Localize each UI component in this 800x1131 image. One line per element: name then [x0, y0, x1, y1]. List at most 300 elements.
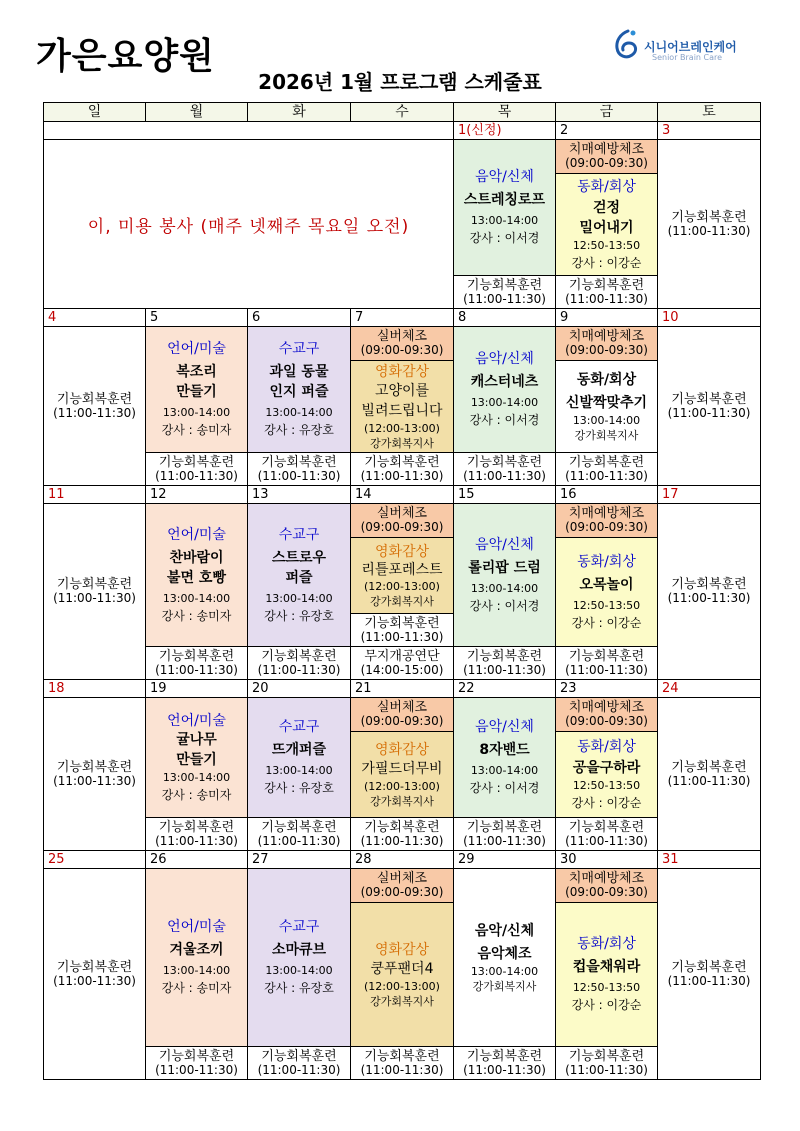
rehab-time: (11:00-11:30)	[667, 223, 751, 238]
instructor: 강사 : 유장호	[264, 423, 334, 437]
day-23-cell	[556, 698, 658, 851]
day-23-rehab-block	[556, 817, 657, 850]
program-place: 강가회복지사	[370, 994, 434, 1008]
program-name-line1: 스트로우	[271, 549, 327, 566]
program-name-line1: 찬바람이	[169, 549, 224, 566]
day-20-cell	[248, 698, 351, 851]
program-time: 12:50-13:50	[572, 238, 641, 252]
program-name: 쿵푸팬더4	[370, 960, 434, 977]
week4-date-row	[44, 680, 761, 698]
category-label: 언어/미술	[167, 712, 226, 729]
day-23-memory-block	[556, 731, 657, 817]
day-5-cell	[146, 327, 248, 486]
day-7-cell	[351, 327, 454, 486]
day-18-cell	[44, 698, 146, 851]
program-name-line2: 밀어내기	[579, 219, 634, 236]
rehab-time: (11:00-11:30)	[667, 973, 751, 988]
day-26-cell	[146, 869, 248, 1080]
program-name: 오목놀이	[579, 576, 634, 593]
rehab-time: (11:00-11:30)	[155, 662, 238, 677]
week1-empty-dates	[44, 122, 454, 140]
day-20-rehab-block	[248, 817, 350, 850]
program-name-line1: 고양이를	[374, 382, 430, 399]
rehab-time: (11:00-11:30)	[667, 591, 751, 605]
rehab-time: (11:00-11:30)	[53, 973, 136, 988]
day-13-craft-block	[248, 504, 350, 646]
program-name-line1: 복조리	[176, 364, 217, 380]
category-label: 언어/미술	[167, 341, 226, 357]
category-label: 동화/회상	[577, 178, 636, 195]
instructor: 강사 : 이서경	[469, 231, 540, 245]
instructor: 강사 : 유장호	[264, 608, 334, 623]
day-4-cell	[44, 327, 146, 486]
day-15-music-block	[454, 504, 555, 646]
exercise-label: 치매예방체조	[568, 871, 645, 886]
program-name-line2: 퍼즐	[285, 569, 313, 586]
rehab-time: (11:00-11:30)	[565, 291, 648, 306]
rehab-time: (11:00-11:30)	[360, 833, 444, 848]
day-16-cell	[556, 504, 658, 680]
day-27-rehab-block	[248, 1046, 350, 1079]
rehab-time: (11:00-11:30)	[360, 1062, 444, 1077]
date-30: 30	[556, 851, 658, 869]
day-6-cell	[248, 327, 351, 486]
day-13-rehab-block	[248, 646, 350, 679]
day-1-rehab-block	[454, 275, 555, 308]
rehab-label: 기능회복훈련	[56, 759, 133, 775]
day-28-rehab-block	[351, 1046, 453, 1079]
rehab-time: (11:00-11:30)	[155, 1062, 238, 1077]
program-time: 13:00-14:00	[162, 770, 231, 784]
weekday-wed: 수	[351, 103, 454, 122]
rehab-label: 기능회복훈련	[364, 615, 440, 631]
rehab-time: (11:00-11:30)	[565, 1062, 648, 1077]
program-place: 강가회복지사	[472, 979, 537, 993]
category-label: 영화감상	[374, 941, 430, 958]
date-22: 22	[454, 680, 556, 698]
date-13: 13	[248, 486, 351, 504]
weekday-sat: 토	[658, 103, 761, 122]
rehab-time: (11:00-11:30)	[53, 773, 136, 788]
program-time: 13:00-14:00	[265, 591, 333, 605]
program-time: 12:50-13:50	[572, 778, 641, 792]
weekday-mon: 월	[146, 103, 248, 122]
day-2-rehab-block	[556, 275, 657, 308]
instructor: 강사 : 이강순	[571, 615, 642, 630]
exercise-time: (09:00-09:30)	[360, 343, 444, 357]
rehab-label: 기능회복훈련	[56, 577, 133, 592]
category-label: 동화/회상	[577, 738, 636, 755]
day-10-cell	[658, 327, 761, 486]
instructor: 강사 : 송미자	[161, 981, 232, 995]
day-28-cell	[351, 869, 454, 1080]
rehab-time: (11:00-11:30)	[53, 591, 136, 605]
exercise-time: (09:00-09:30)	[565, 520, 648, 534]
instructor: 강사 : 이강순	[571, 795, 642, 810]
week5-content-row	[44, 869, 761, 1080]
rehab-label: 기능회복훈련	[568, 648, 645, 664]
date-14: 14	[351, 486, 454, 504]
rehab-label: 기능회복훈련	[364, 454, 440, 470]
date-5: 5	[146, 309, 248, 327]
program-name: 뜨개퍼즐	[271, 742, 327, 758]
date-10: 10	[658, 309, 761, 327]
rehab-label: 기능회복훈련	[671, 577, 747, 592]
program-time: 13:00-14:00	[265, 406, 333, 419]
rehab-label: 기능회복훈련	[261, 648, 337, 664]
week3-content-row	[44, 504, 761, 680]
day-30-exercise-block	[556, 869, 657, 902]
exercise-label: 치매예방체조	[568, 142, 645, 157]
rehab-time: (11:00-11:30)	[257, 662, 341, 677]
rehab-label: 기능회복훈련	[671, 209, 747, 225]
program-name-line2: 만들기	[176, 384, 217, 400]
day-8-cell	[454, 327, 556, 486]
category-label: 음악/신체	[475, 351, 534, 367]
date-28: 28	[351, 851, 454, 869]
rehab-time: (11:00-11:30)	[155, 833, 238, 848]
rehab-time: (11:00-11:30)	[360, 468, 444, 483]
exercise-time: (09:00-09:30)	[565, 156, 648, 170]
day-24-cell	[658, 698, 761, 851]
category-label: 동화/회상	[576, 371, 637, 388]
rehab-label: 기능회복훈련	[364, 819, 440, 835]
program-name-line2: 만들기	[176, 751, 217, 768]
day-30-memory-block	[556, 902, 657, 1046]
program-time: 13:00-14:00	[162, 964, 231, 977]
day-27-cell	[248, 869, 351, 1080]
rehab-label: 기능회복훈련	[671, 391, 747, 407]
day-8-music-block	[454, 327, 555, 452]
rehab-label: 기능회복훈련	[466, 819, 543, 835]
weekday-fri: 금	[556, 103, 658, 122]
page-title: 가은요양원	[36, 36, 215, 77]
date-17: 17	[658, 486, 761, 504]
date-2: 2	[556, 122, 658, 140]
day-12-rehab-block	[146, 646, 247, 679]
day-19-art-block	[146, 698, 247, 817]
program-name: 가필드더무비	[361, 760, 443, 777]
date-16: 16	[556, 486, 658, 504]
program-time: 13:00-14:00	[470, 214, 539, 227]
instructor: 강사 : 이강순	[571, 255, 642, 270]
program-time: 13:00-14:00	[470, 964, 539, 978]
week5-date-row	[44, 851, 761, 869]
date-29: 29	[454, 851, 556, 869]
date-19: 19	[146, 680, 248, 698]
exercise-label: 실버체조	[376, 329, 428, 344]
rehab-label: 기능회복훈련	[466, 648, 543, 664]
exercise-label: 치매예방체조	[568, 700, 645, 715]
rehab-label: 기능회복훈련	[158, 648, 235, 664]
program-name-line1: 과일 동물	[269, 364, 329, 380]
exercise-time: (09:00-09:30)	[360, 714, 444, 728]
program-name: 겨울조끼	[169, 942, 224, 958]
weekday-tue: 화	[248, 103, 351, 122]
program-place: 강가회복지사	[370, 436, 434, 450]
rehab-time: (11:00-11:30)	[463, 468, 546, 483]
category-label: 수교구	[278, 919, 320, 935]
date-18: 18	[44, 680, 146, 698]
rehab-label: 기능회복훈련	[568, 819, 645, 835]
category-label: 음악/신체	[475, 719, 534, 735]
schedule-calendar	[43, 102, 761, 1080]
rehab-label: 기능회복훈련	[671, 959, 747, 975]
day-14-rehab-block	[351, 613, 453, 646]
brain-care-logo-icon	[612, 28, 642, 62]
instructor: 강사 : 송미자	[161, 423, 232, 437]
day-28-exercise-block	[351, 869, 453, 902]
program-name: 리틀포레스트	[361, 561, 443, 578]
day-12-art-block	[146, 504, 247, 646]
rehab-label: 기능회복훈련	[158, 454, 235, 470]
category-label: 영화감상	[374, 363, 430, 380]
exercise-time: (09:00-09:30)	[360, 885, 444, 899]
logo	[612, 26, 772, 66]
day-31-cell	[658, 869, 761, 1080]
exercise-label: 실버체조	[376, 871, 428, 886]
program-name-line1: 귤나무	[176, 731, 217, 748]
program-time: (12:00-13:00)	[364, 979, 440, 993]
program-name-line1: 걷정	[592, 199, 621, 216]
program-place: 강가회복지사	[370, 794, 434, 808]
performance-time: (14:00-15:00)	[360, 662, 444, 677]
rehab-time: (11:00-11:30)	[667, 773, 751, 788]
day-1-music-block	[454, 140, 555, 275]
program-time: 13:00-14:00	[470, 764, 539, 777]
day-6-rehab-block	[248, 452, 350, 485]
exercise-time: (09:00-09:30)	[360, 520, 444, 534]
weekday-thu: 목	[454, 103, 556, 122]
day-3-cell	[658, 140, 761, 309]
day-15-rehab-block	[454, 646, 555, 679]
category-label: 수교구	[278, 341, 320, 357]
program-name-line2: 빌려드립니다	[361, 402, 443, 419]
day-9-exercise-block	[556, 327, 657, 360]
category-label: 음악/신체	[474, 922, 535, 939]
day-2-cell	[556, 140, 658, 309]
rehab-time: (11:00-11:30)	[565, 468, 648, 483]
date-26: 26	[146, 851, 248, 869]
program-name: 공을구하라	[572, 759, 641, 776]
exercise-time: (09:00-09:30)	[565, 714, 648, 728]
rehab-label: 기능회복훈련	[56, 391, 133, 407]
rehab-label: 기능회복훈련	[56, 959, 133, 975]
day-28-movie-block	[351, 902, 453, 1046]
day-26-rehab-block	[146, 1046, 247, 1079]
program-name: 컵을채워라	[572, 959, 641, 975]
program-time: 13:00-14:00	[470, 581, 539, 595]
category-label: 동화/회상	[577, 936, 636, 952]
category-label: 수교구	[278, 719, 320, 735]
date-6: 6	[248, 309, 351, 327]
day-16-rehab-block	[556, 646, 657, 679]
rehab-label: 기능회복훈련	[568, 277, 645, 293]
program-place: 강가회복지사	[370, 594, 434, 608]
rehab-time: (11:00-11:30)	[463, 833, 546, 848]
program-name-line2: 인지 퍼즐	[269, 384, 329, 400]
day-21-movie-block	[351, 731, 453, 817]
program-name: 8자밴드	[479, 742, 530, 758]
program-name-line2: 불면 호빵	[167, 569, 226, 586]
date-23: 23	[556, 680, 658, 698]
instructor: 강사 : 송미자	[161, 787, 232, 802]
category-label: 영화감상	[374, 543, 430, 560]
day-30-rehab-block	[556, 1046, 657, 1079]
instructor: 강사 : 이서경	[469, 413, 540, 427]
day-16-memory-block	[556, 537, 657, 646]
date-4: 4	[44, 309, 146, 327]
program-name: 신발짝맞추기	[565, 394, 648, 411]
date-12: 12	[146, 486, 248, 504]
program-time: (12:00-13:00)	[364, 421, 440, 435]
week2-content-row	[44, 327, 761, 486]
program-name: 스트레칭로프	[463, 192, 546, 208]
rehab-time: (11:00-11:30)	[463, 662, 546, 677]
day-9-rehab-block	[556, 452, 657, 485]
rehab-label: 기능회복훈련	[568, 1048, 645, 1064]
logo-sub-text: Senior Brain Care	[652, 53, 723, 62]
instructor: 강사 : 유장호	[264, 781, 334, 795]
program-time: 13:00-14:00	[162, 591, 231, 605]
rehab-label: 기능회복훈련	[466, 454, 543, 470]
day-29-music-block	[454, 869, 555, 1046]
rehab-label: 기능회복훈련	[466, 277, 543, 293]
program-name: 롤리팝 드럼	[468, 559, 541, 576]
program-place: 강가회복지사	[574, 428, 639, 442]
rehab-time: (11:00-11:30)	[667, 405, 751, 420]
day-17-cell	[658, 504, 761, 680]
day-19-cell	[146, 698, 248, 851]
category-label: 영화감상	[374, 741, 430, 758]
rehab-time: (11:00-11:30)	[463, 1062, 546, 1077]
day-22-cell	[454, 698, 556, 851]
program-name: 음악체조	[477, 945, 532, 962]
rehab-label: 기능회복훈련	[158, 819, 235, 835]
day-1-cell	[454, 140, 556, 309]
week1-date-row	[44, 122, 761, 140]
rehab-time: (11:00-11:30)	[257, 468, 341, 483]
exercise-time: (09:00-09:30)	[565, 885, 648, 899]
rehab-label: 기능회복훈련	[158, 1048, 235, 1064]
day-21-rehab-block	[351, 817, 453, 850]
day-23-exercise-block	[556, 698, 657, 731]
program-time: 12:50-13:50	[572, 981, 641, 994]
program-name: 캐스터네츠	[470, 374, 539, 390]
rehab-time: (11:00-11:30)	[53, 405, 136, 420]
day-25-cell	[44, 869, 146, 1080]
day-14-exercise-block	[351, 504, 453, 537]
day-14-movie-block	[351, 537, 453, 613]
day-13-cell	[248, 504, 351, 680]
day-7-rehab-block	[351, 452, 453, 485]
date-8: 8	[454, 309, 556, 327]
day-5-rehab-block	[146, 452, 247, 485]
week2-date-row	[44, 309, 761, 327]
rehab-time: (11:00-11:30)	[155, 468, 238, 483]
week1-content-row	[44, 140, 761, 309]
category-label: 수교구	[278, 526, 320, 543]
date-3: 3	[658, 122, 761, 140]
exercise-time: (09:00-09:30)	[565, 343, 648, 357]
program-time: 12:50-13:50	[572, 598, 641, 612]
logo-brand-text: 시니어브레인케어	[644, 40, 737, 54]
date-25: 25	[44, 851, 146, 869]
day-22-rehab-block	[454, 817, 555, 850]
day-27-craft-block	[248, 869, 350, 1046]
day-26-art-block	[146, 869, 247, 1046]
day-5-art-block	[146, 327, 247, 452]
volunteer-notice: 이, 미용 봉사 (매주 넷째주 목요일 오전)	[87, 216, 410, 237]
rehab-time: (11:00-11:30)	[565, 833, 648, 848]
category-label: 동화/회상	[577, 553, 636, 570]
day-21-cell	[351, 698, 454, 851]
exercise-label: 실버체조	[376, 506, 428, 521]
date-20: 20	[248, 680, 351, 698]
day-11-cell	[44, 504, 146, 680]
weekday-sun: 일	[44, 103, 146, 122]
exercise-label: 치매예방체조	[568, 506, 645, 521]
day-12-cell	[146, 504, 248, 680]
program-time: 13:00-14:00	[265, 964, 333, 977]
rehab-label: 기능회복훈련	[261, 1048, 337, 1064]
date-1: 1(신정)	[454, 122, 556, 140]
week4-content-row	[44, 698, 761, 851]
date-24: 24	[658, 680, 761, 698]
day-21-exercise-block	[351, 698, 453, 731]
notice-cell	[44, 140, 454, 309]
rehab-label: 기능회복훈련	[364, 1048, 440, 1064]
date-31: 31	[658, 851, 761, 869]
category-label: 음악/신체	[475, 169, 534, 185]
day-2-memory-block	[556, 173, 657, 275]
rehab-label: 기능회복훈련	[261, 819, 337, 835]
rehab-time: (11:00-11:30)	[360, 629, 444, 644]
rehab-time: (11:00-11:30)	[257, 833, 341, 848]
program-name: 소마큐브	[271, 942, 327, 958]
program-time: 13:00-14:00	[265, 764, 333, 777]
day-16-exercise-block	[556, 504, 657, 537]
rehab-time: (11:00-11:30)	[565, 662, 648, 677]
category-label: 언어/미술	[167, 919, 226, 935]
date-7: 7	[351, 309, 454, 327]
program-time: (12:00-13:00)	[364, 779, 440, 793]
category-label: 언어/미술	[167, 526, 226, 543]
day-15-cell	[454, 504, 556, 680]
instructor: 강사 : 이강순	[571, 998, 642, 1012]
instructor: 강사 : 유장호	[264, 981, 334, 995]
day-22-music-block	[454, 698, 555, 817]
exercise-label: 실버체조	[376, 700, 428, 715]
date-15: 15	[454, 486, 556, 504]
day-7-movie-block	[351, 360, 453, 452]
day-2-exercise-block	[556, 140, 657, 173]
rehab-time: (11:00-11:30)	[463, 291, 546, 306]
performance-label: 무지개공연단	[364, 648, 440, 664]
rehab-time: (11:00-11:30)	[257, 1062, 341, 1077]
program-time: 13:00-14:00	[470, 396, 539, 409]
schedule-subtitle: 2026년 1월 프로그램 스케줄표	[258, 70, 542, 94]
day-6-craft-block	[248, 327, 350, 452]
rehab-label: 기능회복훈련	[261, 454, 337, 470]
weekday-header-row	[44, 103, 761, 122]
instructor: 강사 : 이서경	[469, 781, 540, 795]
day-9-memory-block	[556, 360, 657, 452]
rehab-label: 기능회복훈련	[466, 1048, 543, 1064]
week3-date-row	[44, 486, 761, 504]
date-27: 27	[248, 851, 351, 869]
instructor: 강사 : 송미자	[161, 608, 232, 623]
